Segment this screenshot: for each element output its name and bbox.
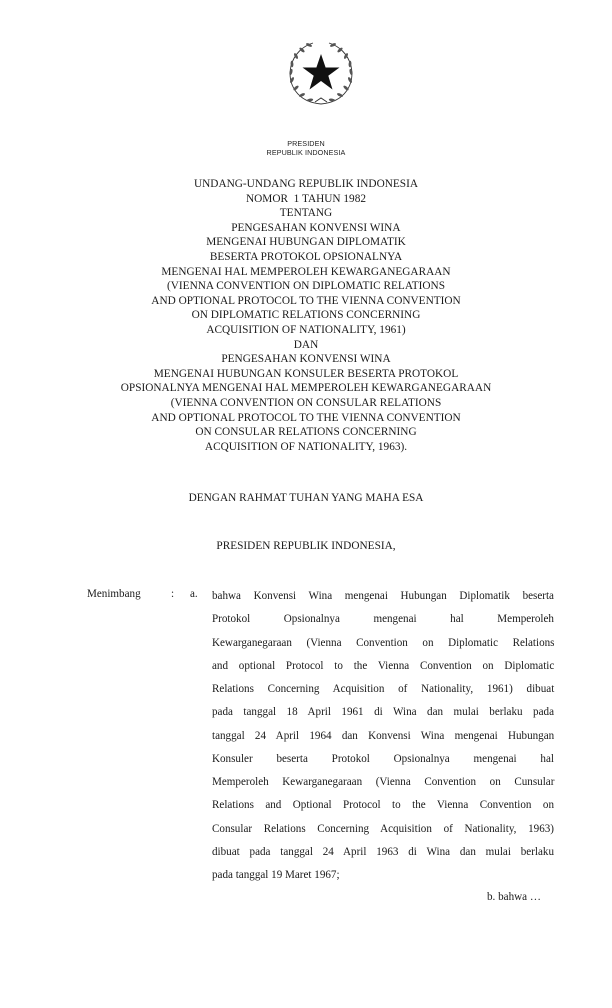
item-letter-a: a.	[190, 588, 198, 600]
garuda-star-wreath-emblem-icon	[283, 40, 359, 108]
considering-colon: :	[171, 588, 175, 600]
title-line: TENTANG	[279, 207, 333, 220]
paragraph-line: tanggal 24 April 1964 dan Konvensi Wina mengenai Hubungan	[212, 729, 555, 742]
title-line: DAN	[293, 338, 319, 351]
word: Memperoleh	[497, 613, 554, 626]
title-line: OPSIONALNYA MENGENAI HAL MEMPEROLEH KEWARGANEGARAAN	[120, 382, 492, 395]
paragraph-line: Memperoleh Kewarganegaraan (Vienna Convention on Cunsular	[212, 776, 555, 788]
word: Protokol	[331, 752, 370, 765]
title-line: MENGENAI HUBUNGAN DIPLOMATIK	[206, 236, 406, 249]
title-line: MENGENAI HAL MEMPEROLEH KEWARGANEGARAAN	[161, 265, 451, 278]
word: mengenai	[373, 613, 417, 626]
law-title-block	[0, 177, 612, 454]
word: Protokol	[212, 613, 251, 626]
paragraph-line: Consular Relations Concerning Acquisition of Nationality, 1963)	[212, 822, 554, 835]
next-page-catchword: b. bahwa …	[487, 891, 541, 903]
paragraph-line-justified	[212, 751, 554, 767]
paragraph-line-last: pada tanggal 19 Maret 1967;	[212, 869, 340, 881]
paragraph-line: dibuat pada tanggal 24 April 1963 di Wina dan mulai berlaku	[212, 845, 554, 858]
title-line: ACQUISITION OF NATIONALITY, 1963).	[204, 440, 408, 453]
word: beserta	[276, 752, 308, 765]
word: hal	[540, 752, 554, 765]
title-line: (VIENNA CONVENTION ON CONSULAR RELATIONS	[170, 396, 442, 409]
paragraph-line: Relations and Optional Protocol to the Vienna Convention on	[212, 799, 554, 812]
considering-item-a-text	[212, 588, 554, 890]
paragraph-line: bahwa Konvensi Wina mengenai Hubungan Diplomatik beserta	[212, 590, 554, 602]
title-line: BESERTA PROTOKOL OPSIONALNYA	[209, 250, 403, 263]
word: Konsuler	[212, 752, 253, 765]
title-line: AND OPTIONAL PROTOCOL TO THE VIENNA CONVENTION	[151, 294, 461, 307]
paragraph-line-justified	[212, 611, 554, 627]
title-line: MENGENAI HUBUNGAN KONSULER BESERTA PROTOKOL	[153, 367, 459, 380]
title-line: NOMOR 1 TAHUN 1982	[245, 192, 367, 205]
considering-label: Menimbang	[87, 588, 141, 600]
word: mengenai	[473, 752, 517, 765]
word: Opsionalnya	[393, 752, 450, 765]
title-line: PENGESAHAN KONVENSI WINA	[211, 221, 401, 234]
paragraph-line	[212, 611, 554, 634]
title-line: ACQUISITION OF NATIONALITY, 1961)	[206, 323, 406, 336]
paragraph-line: pada tanggal 18 April 1961 di Wina dan mulai berlaku pada	[212, 706, 554, 719]
title-line: PENGESAHAN KONVENSI WINA	[221, 353, 391, 366]
paragraph-line	[212, 751, 554, 774]
paragraph-line: Relations Concerning Acquisition of Nationality, 1961) dibuat	[212, 683, 555, 695]
emblem-label-presiden: PRESIDEN	[287, 139, 325, 148]
emblem-label-republik-indonesia: REPUBLIK INDONESIA	[266, 148, 346, 157]
word: Opsionalnya	[283, 613, 340, 626]
title-line: AND OPTIONAL PROTOCOL TO THE VIENNA CONVENTION	[151, 411, 461, 424]
divine-invocation: DENGAN RAHMAT TUHAN YANG MAHA ESA	[188, 492, 424, 504]
paragraph-line: and optional Protocol to the Vienna Convention on Diplomatic	[212, 659, 555, 672]
title-line: ON DIPLOMATIC RELATIONS CONCERNING	[191, 309, 421, 322]
title-line: ON CONSULAR RELATIONS CONCERNING	[195, 426, 417, 439]
title-line: (VIENNA CONVENTION ON DIPLOMATIC RELATIONS	[166, 280, 445, 293]
title-line: UNDANG-UNDANG REPUBLIK INDONESIA	[193, 178, 419, 190]
word: hal	[450, 613, 464, 626]
president-heading: PRESIDEN REPUBLIK INDONESIA,	[216, 540, 396, 552]
paragraph-line: Kewarganegaraan (Vienna Convention on Diplomatic Relations	[212, 636, 555, 649]
